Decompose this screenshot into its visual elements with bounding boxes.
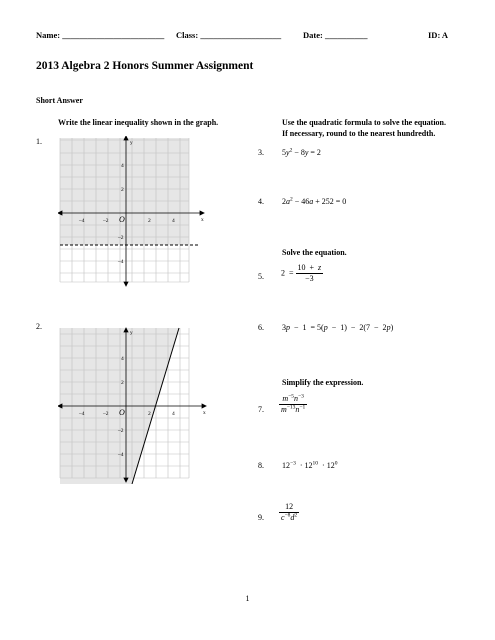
question-6-number: 6. <box>258 323 264 332</box>
y-axis-label: y <box>130 330 133 336</box>
question-3-equation: $5y^2 - 8y = 2$ <box>282 147 321 157</box>
question-2-number: 2. <box>36 322 42 331</box>
question-8-number: 8. <box>258 461 264 470</box>
y-tick-label: –4 <box>118 259 124 265</box>
x-tick-label: –4 <box>79 411 85 417</box>
question-5-number: 5. <box>258 272 264 281</box>
y-tick-label: 4 <box>121 163 124 169</box>
x-axis-label: x <box>203 410 206 416</box>
question-7-number: 7. <box>258 405 264 414</box>
graph-2 <box>58 326 210 484</box>
x-tick-label: –4 <box>79 218 85 224</box>
question-3-number: 3. <box>258 148 264 157</box>
class-field-label: Class: ___________________ <box>176 30 282 40</box>
x-tick-label: –2 <box>103 411 109 417</box>
question-5-equation: 2 = $\frac{10 + z}{-3}$ <box>281 263 322 283</box>
x-tick-label: 4 <box>172 218 175 224</box>
page-number: 1 <box>245 594 250 603</box>
question-7-expression: $\frac{m^{-5}n^{-3}}{m^{-13}n^{-1}}$ <box>281 393 306 414</box>
question-9-number: 9. <box>258 513 264 522</box>
question-8-expression: $12^{-3} \cdot 12^{10} \cdot 12^0$ <box>282 460 338 470</box>
y-tick-label: –2 <box>118 235 124 241</box>
origin-label: O <box>119 408 125 417</box>
quadratic-instruction <box>282 117 446 139</box>
id-label: ID: A <box>428 30 449 40</box>
x-tick-label: 2 <box>148 411 151 417</box>
name-field-label: Name: ________________________ <box>36 30 165 40</box>
page-title: 2013 Algebra 2 Honors Summer Assignment <box>36 60 254 72</box>
x-axis-label: x <box>201 217 204 223</box>
y-tick-label: –2 <box>118 428 124 434</box>
shaded-region <box>60 138 189 245</box>
question-1-number: 1. <box>36 137 42 146</box>
origin-label: O <box>119 215 125 224</box>
y-tick-label: –4 <box>118 452 124 458</box>
quadratic-instruction-line-2: If necessary, round to the nearest hundredth. <box>282 129 436 138</box>
section-heading: Short Answer <box>36 96 83 105</box>
y-tick-label: 4 <box>121 356 124 362</box>
solve-instruction: Solve the equation. <box>282 248 347 257</box>
x-tick-label: 2 <box>148 218 151 224</box>
inequality-instruction: Write the linear inequality shown in the graph. <box>58 118 219 127</box>
graph-1 <box>58 136 208 288</box>
date-field-label: Date: __________ <box>303 30 368 40</box>
question-4-number: 4. <box>258 197 264 206</box>
y-tick-label: 2 <box>121 380 124 386</box>
y-tick-label: 2 <box>121 187 124 193</box>
question-4-equation: $2a^2 - 46a + 252 = 0$ <box>282 196 347 206</box>
x-tick-label: –2 <box>103 218 109 224</box>
x-tick-label: 4 <box>172 411 175 417</box>
question-6-equation: 3p − 1 = 5(p − 1) − 2(7 − 2p) <box>282 323 394 332</box>
question-9-expression: $\frac{12}{c^{-8}d^2}$ <box>281 502 298 522</box>
quadratic-instruction-line-1: Use the quadratic formula to solve the equation. <box>282 118 446 127</box>
y-axis-label: y <box>130 140 133 146</box>
simplify-instruction: Simplify the expression. <box>282 378 364 387</box>
